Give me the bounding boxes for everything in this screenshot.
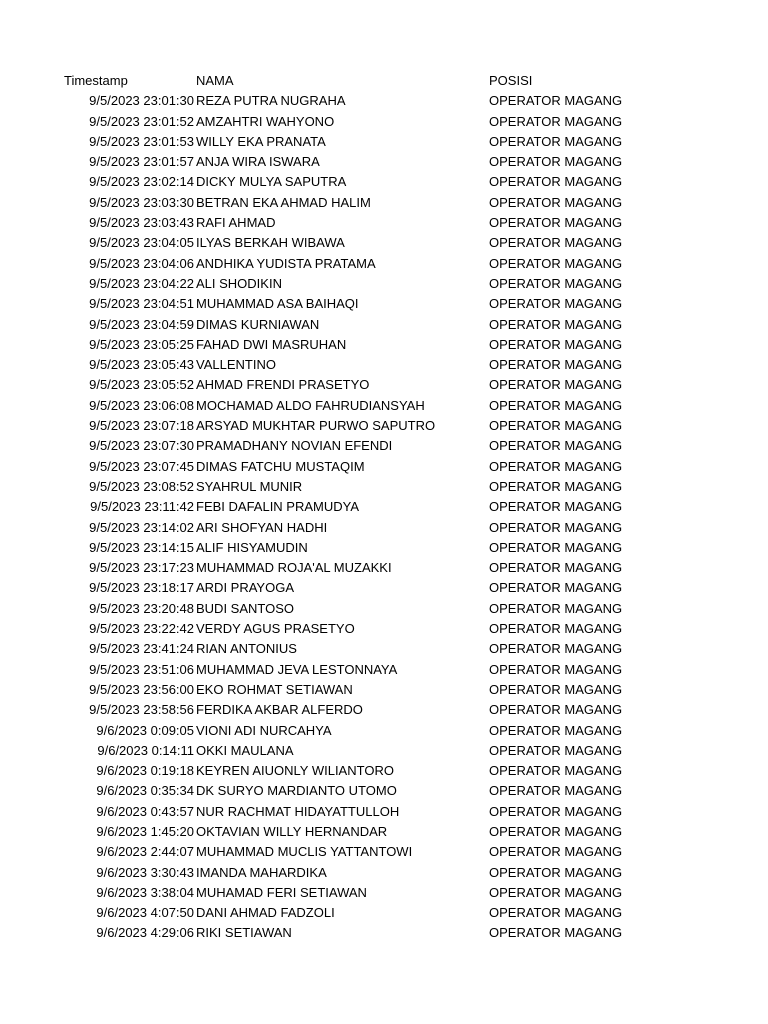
cell-timestamp: 9/5/2023 23:05:52	[89, 377, 194, 393]
header-timestamp: Timestamp	[64, 73, 128, 88]
cell-posisi: OPERATOR MAGANG	[489, 539, 623, 555]
cell-nama: PRAMADHANY NOVIAN EFENDI	[196, 438, 393, 454]
cell-nama: OKTAVIAN WILLY HERNANDAR	[196, 823, 388, 839]
cell-nama: REZA PUTRA NUGRAHA	[196, 93, 346, 109]
cell-nama: DK SURYO MARDIANTO UTOMO	[196, 783, 397, 799]
table-row	[0, 721, 768, 741]
cell-nama: ARSYAD MUKHTAR PURWO SAPUTRO	[196, 418, 436, 434]
cell-timestamp: 9/5/2023 23:04:51	[89, 296, 194, 312]
cell-posisi: OPERATOR MAGANG	[489, 722, 623, 738]
cell-posisi: OPERATOR MAGANG	[489, 133, 623, 149]
cell-posisi: OPERATOR MAGANG	[489, 864, 623, 880]
table-row	[0, 822, 768, 842]
cell-timestamp: 9/5/2023 23:04:22	[89, 275, 194, 291]
cell-posisi: OPERATOR MAGANG	[489, 560, 623, 576]
cell-timestamp: 9/6/2023 3:38:04	[96, 884, 194, 900]
cell-nama: BUDI SANTOSO	[196, 600, 295, 616]
cell-timestamp: 9/6/2023 4:29:06	[96, 925, 194, 941]
cell-posisi: OPERATOR MAGANG	[489, 357, 623, 373]
cell-timestamp: 9/5/2023 23:51:06	[89, 661, 194, 677]
cell-timestamp: 9/5/2023 23:01:30	[89, 93, 194, 109]
cell-nama: DIMAS FATCHU MUSTAQIM	[196, 458, 365, 474]
cell-posisi: OPERATOR MAGANG	[489, 174, 623, 190]
table-row	[0, 781, 768, 801]
cell-posisi: OPERATOR MAGANG	[489, 235, 623, 251]
cell-posisi: OPERATOR MAGANG	[489, 519, 623, 535]
cell-nama: NUR RACHMAT HIDAYATTULLOH	[196, 803, 400, 819]
cell-posisi: OPERATOR MAGANG	[489, 316, 623, 332]
table-row	[0, 132, 768, 152]
cell-posisi: OPERATOR MAGANG	[489, 905, 623, 921]
cell-timestamp: 9/5/2023 23:03:30	[89, 194, 194, 210]
cell-nama: MUHAMMAD MUCLIS YATTANTOWI	[196, 844, 413, 860]
cell-timestamp: 9/5/2023 23:08:52	[89, 478, 194, 494]
cell-nama: AHMAD FRENDI PRASETYO	[196, 377, 370, 393]
table-row	[0, 863, 768, 883]
table-row	[0, 842, 768, 862]
cell-nama: RAFI AHMAD	[196, 215, 276, 231]
cell-timestamp: 9/5/2023 23:20:48	[89, 600, 194, 616]
table-row	[0, 396, 768, 416]
cell-nama: SYAHRUL MUNIR	[196, 478, 303, 494]
table-row	[0, 335, 768, 355]
table-row	[0, 112, 768, 132]
table-row	[0, 355, 768, 375]
cell-nama: RIKI SETIAWAN	[196, 925, 292, 941]
table-row	[0, 436, 768, 456]
cell-posisi: OPERATOR MAGANG	[489, 681, 623, 697]
cell-nama: AMZAHTRI WAHYONO	[196, 113, 335, 129]
cell-timestamp: 9/6/2023 0:35:34	[96, 783, 194, 799]
cell-nama: ARI SHOFYAN HADHI	[196, 519, 328, 535]
table-row	[0, 700, 768, 720]
table-row	[0, 619, 768, 639]
cell-timestamp: 9/5/2023 23:04:06	[89, 255, 194, 271]
table-row	[0, 375, 768, 395]
cell-posisi: OPERATOR MAGANG	[489, 418, 623, 434]
cell-posisi: OPERATOR MAGANG	[489, 641, 623, 657]
table-row	[0, 741, 768, 761]
cell-posisi: OPERATOR MAGANG	[489, 702, 623, 718]
cell-nama: EKO ROHMAT SETIAWAN	[196, 681, 353, 697]
cell-posisi: OPERATOR MAGANG	[489, 742, 623, 758]
cell-nama: FERDIKA AKBAR ALFERDO	[196, 702, 363, 718]
table-row	[0, 660, 768, 680]
cell-timestamp: 9/6/2023 0:09:05	[96, 722, 194, 738]
cell-posisi: OPERATOR MAGANG	[489, 580, 623, 596]
cell-timestamp: 9/5/2023 23:04:59	[89, 316, 194, 332]
table-row	[0, 213, 768, 233]
cell-nama: ANJA WIRA ISWARA	[196, 154, 320, 170]
cell-posisi: OPERATOR MAGANG	[489, 255, 623, 271]
cell-nama: WILLY EKA PRANATA	[196, 133, 326, 149]
cell-posisi: OPERATOR MAGANG	[489, 621, 623, 637]
table-row	[0, 518, 768, 538]
cell-nama: DIMAS KURNIAWAN	[196, 316, 320, 332]
cell-posisi: OPERATOR MAGANG	[489, 93, 623, 109]
cell-nama: VIONI ADI NURCAHYA	[196, 722, 332, 738]
cell-timestamp: 9/5/2023 23:04:05	[89, 235, 194, 251]
cell-posisi: OPERATOR MAGANG	[489, 763, 623, 779]
cell-timestamp: 9/5/2023 23:01:52	[89, 113, 194, 129]
cell-timestamp: 9/5/2023 23:05:25	[89, 336, 194, 352]
table-row	[0, 233, 768, 253]
table-row	[0, 578, 768, 598]
table-row	[0, 923, 768, 943]
cell-posisi: OPERATOR MAGANG	[489, 884, 623, 900]
cell-posisi: OPERATOR MAGANG	[489, 296, 623, 312]
cell-timestamp: 9/5/2023 23:01:57	[89, 154, 194, 170]
table-row	[0, 883, 768, 903]
cell-nama: ANDHIKA YUDISTA PRATAMA	[196, 255, 376, 271]
cell-timestamp: 9/5/2023 23:17:23	[89, 560, 194, 576]
cell-nama: VALLENTINO	[196, 357, 276, 373]
cell-nama: MUHAMAD FERI SETIAWAN	[196, 884, 367, 900]
table-row	[0, 172, 768, 192]
table-row	[0, 680, 768, 700]
cell-nama: ALI SHODIKIN	[196, 275, 282, 291]
cell-timestamp: 9/5/2023 23:56:00	[89, 681, 194, 697]
table-row	[0, 903, 768, 923]
cell-timestamp: 9/5/2023 23:03:43	[89, 215, 194, 231]
table-row	[0, 538, 768, 558]
cell-timestamp: 9/6/2023 0:19:18	[96, 763, 194, 779]
cell-nama: ARDI PRAYOGA	[196, 580, 295, 596]
cell-posisi: OPERATOR MAGANG	[489, 925, 623, 941]
table-row	[0, 599, 768, 619]
cell-nama: MOCHAMAD ALDO FAHRUDIANSYAH	[196, 397, 425, 413]
cell-nama: MUHAMMAD ASA BAIHAQI	[196, 296, 359, 312]
table-row	[0, 558, 768, 578]
cell-timestamp: 9/5/2023 23:58:56	[89, 702, 194, 718]
cell-posisi: OPERATOR MAGANG	[489, 478, 623, 494]
cell-posisi: OPERATOR MAGANG	[489, 377, 623, 393]
table-row	[0, 315, 768, 335]
cell-timestamp: 9/5/2023 23:07:30	[89, 438, 194, 454]
cell-timestamp: 9/6/2023 4:07:50	[96, 905, 194, 921]
cell-posisi: OPERATOR MAGANG	[489, 336, 623, 352]
table-row	[0, 761, 768, 781]
cell-nama: OKKI MAULANA	[196, 742, 294, 758]
cell-nama: BETRAN EKA AHMAD HALIM	[196, 194, 371, 210]
cell-posisi: OPERATOR MAGANG	[489, 275, 623, 291]
header-row	[0, 71, 768, 91]
cell-posisi: OPERATOR MAGANG	[489, 803, 623, 819]
cell-posisi: OPERATOR MAGANG	[489, 844, 623, 860]
table-row	[0, 457, 768, 477]
table-row	[0, 416, 768, 436]
table-row	[0, 193, 768, 213]
cell-timestamp: 9/5/2023 23:07:18	[89, 418, 194, 434]
cell-timestamp: 9/5/2023 23:18:17	[89, 580, 194, 596]
header-nama: NAMA	[196, 73, 234, 88]
cell-posisi: OPERATOR MAGANG	[489, 215, 623, 231]
cell-posisi: OPERATOR MAGANG	[489, 113, 623, 129]
cell-timestamp: 9/5/2023 23:01:53	[89, 133, 194, 149]
cell-timestamp: 9/6/2023 3:30:43	[96, 864, 194, 880]
table-row	[0, 274, 768, 294]
cell-nama: DANI AHMAD FADZOLI	[196, 905, 335, 921]
cell-timestamp: 9/6/2023 0:43:57	[96, 803, 194, 819]
cell-nama: MUHAMMAD ROJA'AL MUZAKKI	[196, 560, 392, 576]
table-row	[0, 294, 768, 314]
cell-timestamp: 9/5/2023 23:22:42	[89, 621, 194, 637]
table-row	[0, 639, 768, 659]
header-posisi: POSISI	[489, 73, 533, 88]
cell-timestamp: 9/5/2023 23:11:42	[90, 499, 194, 515]
table-row	[0, 91, 768, 111]
cell-posisi: OPERATOR MAGANG	[489, 499, 623, 515]
cell-nama: FAHAD DWI MASRUHAN	[196, 336, 347, 352]
cell-posisi: OPERATOR MAGANG	[489, 194, 623, 210]
table-row	[0, 802, 768, 822]
cell-posisi: OPERATOR MAGANG	[489, 397, 623, 413]
cell-posisi: OPERATOR MAGANG	[489, 783, 623, 799]
cell-nama: ILYAS BERKAH WIBAWA	[196, 235, 345, 251]
cell-nama: KEYREN AIUONLY WILIANTORO	[196, 763, 394, 779]
cell-timestamp: 9/5/2023 23:05:43	[89, 357, 194, 373]
cell-posisi: OPERATOR MAGANG	[489, 458, 623, 474]
cell-posisi: OPERATOR MAGANG	[489, 600, 623, 616]
cell-nama: RIAN ANTONIUS	[196, 641, 297, 657]
cell-posisi: OPERATOR MAGANG	[489, 154, 623, 170]
cell-timestamp: 9/5/2023 23:41:24	[89, 641, 194, 657]
cell-nama: IMANDA MAHARDIKA	[196, 864, 327, 880]
cell-timestamp: 9/5/2023 23:07:45	[89, 458, 194, 474]
cell-posisi: OPERATOR MAGANG	[489, 661, 623, 677]
data-sheet	[0, 71, 768, 944]
table-row	[0, 497, 768, 517]
cell-posisi: OPERATOR MAGANG	[489, 823, 623, 839]
cell-timestamp: 9/6/2023 2:44:07	[96, 844, 194, 860]
table-row	[0, 152, 768, 172]
cell-timestamp: 9/5/2023 23:14:02	[89, 519, 194, 535]
cell-nama: VERDY AGUS PRASETYO	[196, 621, 355, 637]
cell-nama: MUHAMMAD JEVA LESTONNAYA	[196, 661, 398, 677]
cell-timestamp: 9/5/2023 23:14:15	[89, 539, 194, 555]
cell-timestamp: 9/6/2023 0:14:11	[97, 742, 194, 758]
table-body	[0, 91, 768, 943]
cell-posisi: OPERATOR MAGANG	[489, 438, 623, 454]
table-row	[0, 477, 768, 497]
cell-timestamp: 9/6/2023 1:45:20	[96, 823, 194, 839]
table-row	[0, 254, 768, 274]
cell-timestamp: 9/5/2023 23:02:14	[89, 174, 194, 190]
cell-timestamp: 9/5/2023 23:06:08	[89, 397, 194, 413]
cell-nama: ALIF HISYAMUDIN	[196, 539, 308, 555]
cell-nama: FEBI DAFALIN PRAMUDYA	[196, 499, 360, 515]
cell-nama: DICKY MULYA SAPUTRA	[196, 174, 347, 190]
